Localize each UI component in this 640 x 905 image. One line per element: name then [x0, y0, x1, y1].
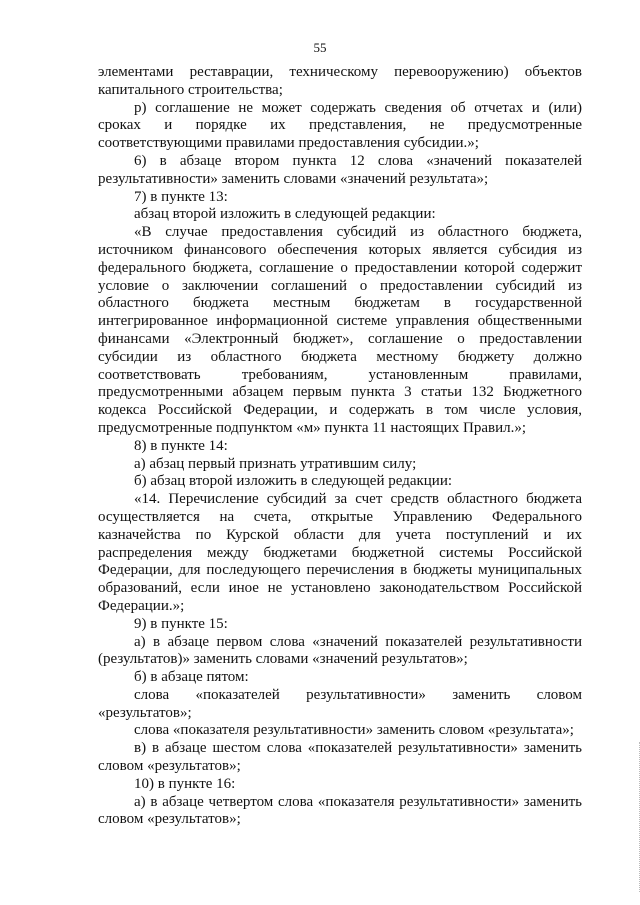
scan-edge-mark: [635, 742, 640, 892]
paragraph-12: а) в абзаце первом слова «значений показателей результативности (результатов)» заменить словами «значений результатов»;: [98, 633, 582, 668]
paragraph-16: в) в абзаце шестом слова «показателей результативности» заменить словом «результатов»;: [98, 740, 582, 775]
paragraph-5: абзац второй изложить в следующей редакции:: [134, 206, 436, 223]
document-body: [98, 64, 582, 829]
paragraph-7: 8) в пункте 14:: [134, 437, 228, 454]
paragraph-17: 10) в пункте 16:: [134, 775, 236, 792]
paragraph-13: б) в абзаце пятом:: [134, 669, 249, 686]
paragraph-1: элементами реставрации, техническому перевооружению) объектов капитального строительства;: [98, 64, 582, 98]
paragraph-2: р) соглашение не может содержать сведения об отчетах и (или) сроках и порядке их представления, не предусмотренные соответствующими правилами предоставления субсидии.»;: [98, 99, 582, 152]
paragraph-3: 6) в абзаце втором пункта 12 слова «значений показателей результативности» заменить словами «значений результата»;: [98, 152, 582, 187]
paragraph-15: слова «показателя результативности» заменить словом «результата»;: [134, 722, 574, 739]
paragraph-14: слова «показателей результативности» заменить словом «результатов»;: [98, 686, 582, 721]
paragraph-9: б) абзац второй изложить в следующей редакции:: [134, 473, 453, 490]
paragraph-8: а) абзац первый признать утратившим силу;: [134, 455, 417, 472]
paragraph-10: «14. Перечисление субсидий за счет средств областного бюджета осуществляется на счета, открытые Управлению Федерального казначейства по Курской области для учета поступлений и их распределения между бюджетами бюджетной системы Российской Федерации, для последующего перечисления в бюджеты муниципальных образований, если иное не установлено законодательством Российской Федерации.»;: [98, 491, 582, 614]
page-number: 55: [313, 40, 327, 55]
paragraph-6: «В случае предоставления субсидий из областного бюджета, источником финансового обеспечения которых является субсидия из федерального бюджета, соглашение о предоставлении которой содержит условие о заключении соглашений о предоставлении субсидий из областного бюджета местным бюджетам в государственной интегрированное информационной системе управления общественными финансами «Электронный бюджет», соглашение о предоставлении субсидии из областного бюджета местному бюджету должно соответствовать требованиям, установленным правилами, предусмотренными абзацем первым пункта 3 статьи 132 Бюджетного кодекса Российской Федерации, и содержать в том числе условия, предусмотренные подпунктом «м» пункта 11 настоящих Правил.»;: [98, 224, 582, 436]
paragraph-18: а) в абзаце четвертом слова «показателя результативности» заменить словом «результатов»;: [98, 793, 582, 828]
paragraph-4: 7) в пункте 13:: [134, 188, 228, 205]
paragraph-11: 9) в пункте 15:: [134, 615, 228, 632]
